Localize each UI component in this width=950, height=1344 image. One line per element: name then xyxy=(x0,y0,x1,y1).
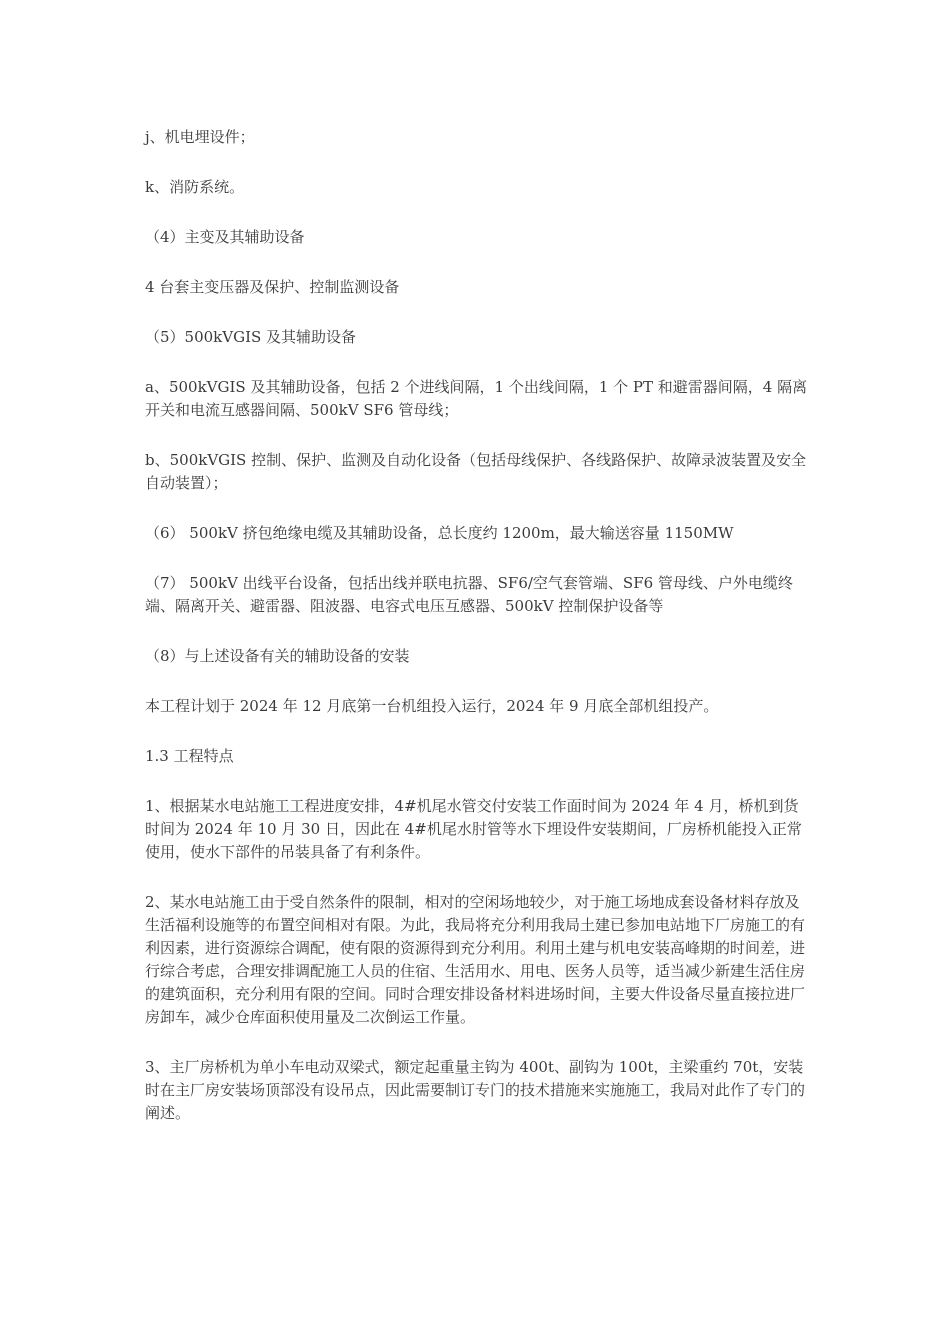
section-4-main-transformer: （4）主变及其辅助设备 xyxy=(145,228,305,246)
section-5-500kv-gis: （5）500kVGIS 及其辅助设备 xyxy=(145,328,357,346)
item-j-electromechanical-embedded-parts: j、机电埋设件； xyxy=(145,128,255,146)
section-8-auxiliary: （8）与上述设备有关的辅助设备的安装 xyxy=(145,647,410,665)
feature-1-paragraph: 1、根据某水电站施工工程进度安排，4#机尾水管交付安装工作面时间为 2024 年 4 月，桥机到货时间为 2024 年 10 月 30 日，因此在 4#机尾水肘管等水下埋设件安装期间，厂房桥机能投入正常使用，使水下部件的吊装具备了有利条件。 xyxy=(145,797,802,861)
section-6-cable: （6） 500kV 挤包绝缘电缆及其辅助设备，总长度约 1200m，最大输送容量 1150MW xyxy=(145,524,734,542)
transformer-equipment-desc: 4 台套主变压器及保护、控制监测设备 xyxy=(145,278,400,296)
feature-3-paragraph: 3、主厂房桥机为单小车电动双梁式，额定起重量主钩为 400t、副钩为 100t，主梁重约 70t，安装时在主厂房安装场顶部没有设吊点，因此需要制订专门的技术措施来实施施工，我局对此作了专门的阐述。 xyxy=(145,1058,806,1122)
schedule-paragraph: 本工程计划于 2024 年 12 月底第一台机组投入运行，2024 年 9 月底全部机组投产。 xyxy=(145,697,719,715)
feature-2-paragraph: 2、某水电站施工由于受自然条件的限制，相对的空闲场地较少，对于施工场地成套设备材料存放及生活福利设施等的布置空间相对有限。为此，我局将充分利用我局土建已参加电站地下厂房施工的有利因素，进行资源综合调配，使有限的资源得到充分利用。利用土建与机电安装高峰期的时间差，进行综合考虑，合理安排调配施工人员的住宿、生活用水、用电、医务人员等，适当减少新建生活住房的建筑面积，充分利用有限的空间。同时合理安排设备材料进场时间，主要大件设备尽量直接拉进厂房卸车，减少仓库面积使用量及二次倒运工作量。 xyxy=(145,893,806,1026)
heading-1-3-project-features: 1.3 工程特点 xyxy=(145,747,234,765)
document-page xyxy=(145,126,810,1152)
item-k-fire-protection-system: k、消防系统。 xyxy=(145,178,245,196)
item-a-gis-equipment: a、500kVGIS 及其辅助设备，包括 2 个进线间隔，1 个出线间隔，1 个 PT 和避雷器间隔，4 隔离开关和电流互感器间隔、500kV SF6 管母线； xyxy=(145,378,808,419)
item-b-gis-control: b、500kVGIS 控制、保护、监测及自动化设备（包括母线保护、各线路保护、故障录波装置及安全自动装置）； xyxy=(145,451,807,492)
section-7-outlet-platform: （7） 500kV 出线平台设备，包括出线并联电抗器、SF6/空气套管端、SF6 管母线、户外电缆终端、隔离开关、避雷器、阻波器、电容式电压互感器、500kV 控制保护设备等 xyxy=(145,574,793,615)
